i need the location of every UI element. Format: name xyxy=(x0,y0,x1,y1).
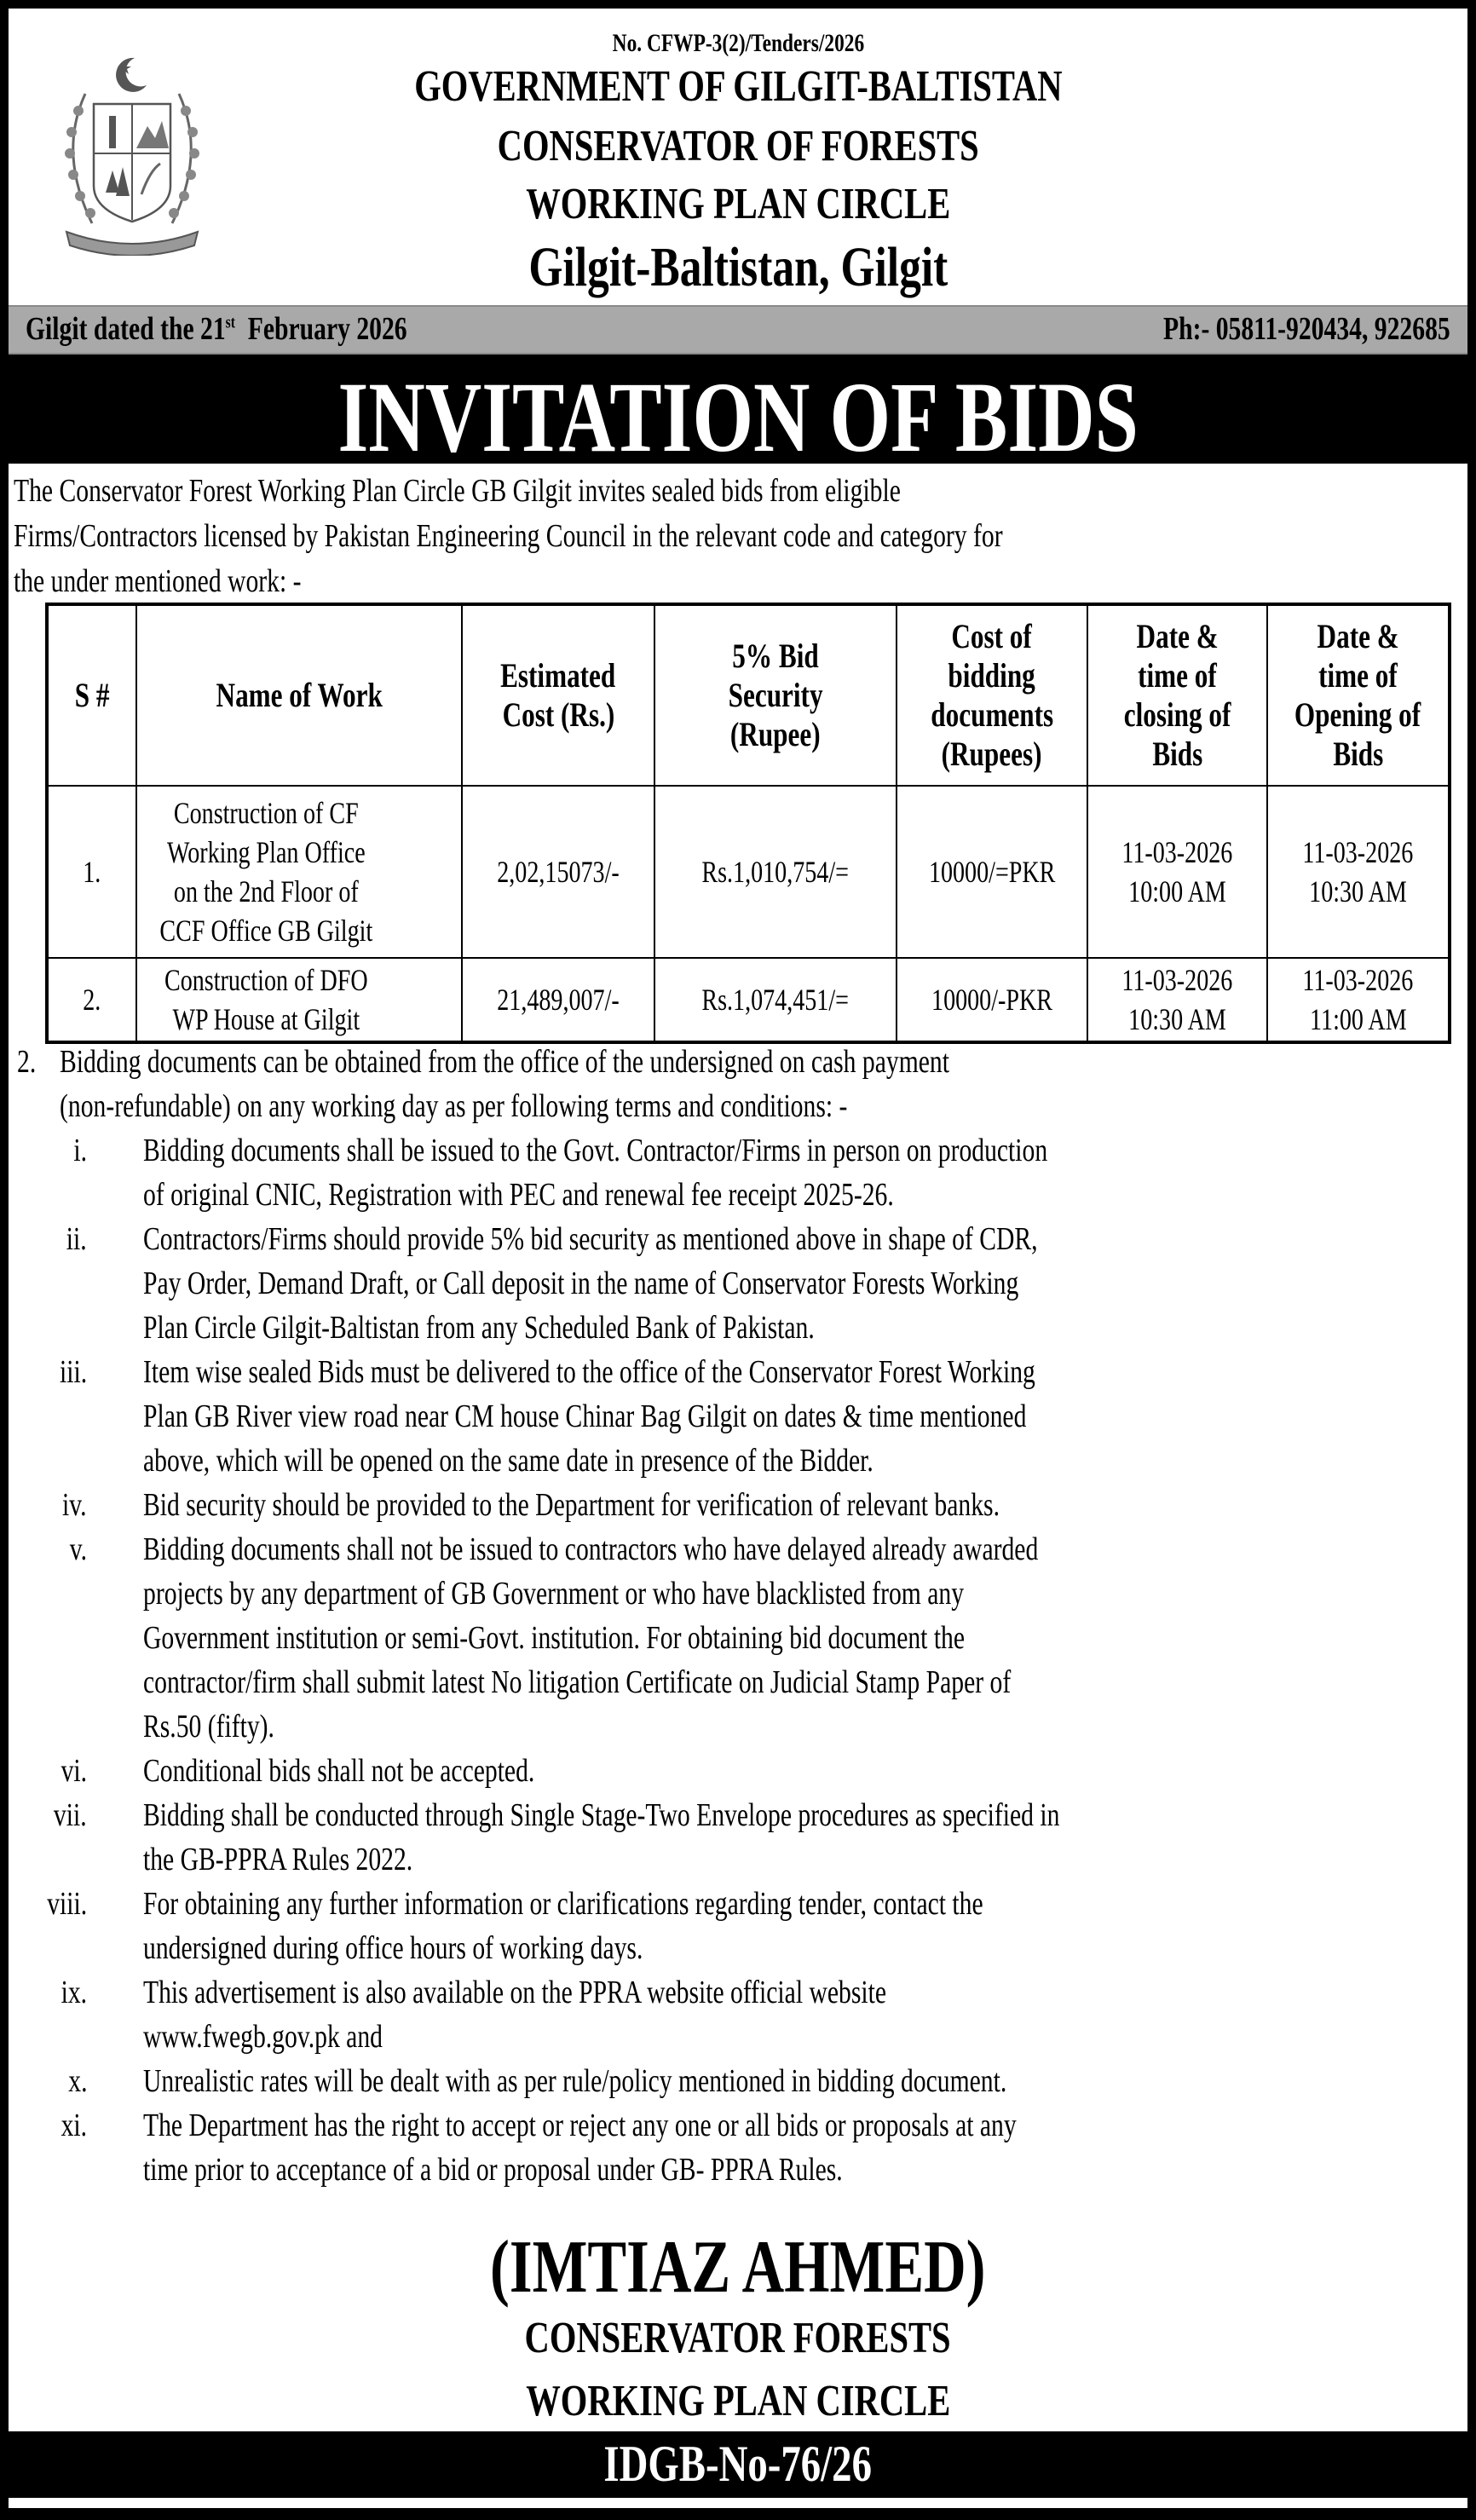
table-header-row xyxy=(47,604,1450,786)
condition-line: undersigned during office hours of working days. xyxy=(143,1930,643,1966)
condition-line: Item wise sealed Bids must be delivered to the office of the Conservator Forest Working xyxy=(143,1354,1035,1390)
cell-closing: 11-03-2026 10:00 AM xyxy=(1087,786,1267,958)
condition-marker: v. xyxy=(69,1531,87,1567)
condition-marker: ii. xyxy=(66,1221,87,1257)
date-bar xyxy=(9,305,1467,355)
cell-closing: 11-03-2026 10:30 AM xyxy=(1087,958,1267,1042)
condition-item xyxy=(9,2103,1467,2192)
condition-item xyxy=(9,1749,1467,1793)
idgb-banner xyxy=(9,2431,1467,2498)
signatory-title: CONSERVATOR FORESTS xyxy=(524,2314,952,2362)
condition-line: Pay Order, Demand Draft, or Call deposit in the name of Conservator Forests Working xyxy=(143,1266,1019,1301)
condition-marker: viii. xyxy=(47,1886,87,1922)
condition-item xyxy=(9,2059,1467,2103)
condition-line: Unrealistic rates will be dealt with as per rule/policy mentioned in bidding document. xyxy=(143,2063,1007,2099)
condition-line: Contractors/Firms should provide 5% bid security as mentioned above in shape of CDR, xyxy=(143,1221,1038,1257)
condition-line: Bidding documents shall be issued to the Govt. Contractor/Firms in person on production xyxy=(143,1133,1048,1168)
condition-line: Bidding documents shall not be issued to contractors who have delayed already awarded xyxy=(143,1531,1039,1567)
condition-marker: ix. xyxy=(61,1975,87,2010)
intro-line: The Conservator Forest Working Plan Circle GB Gilgit invites sealed bids from eligible xyxy=(14,473,901,509)
condition-item xyxy=(9,1527,1467,1749)
condition-line: For obtaining any further information or clarifications regarding tender, contact the xyxy=(143,1886,983,1922)
signatory-office: WORKING PLAN CIRCLE xyxy=(525,2377,951,2425)
cell-opening: 11-03-2026 10:30 AM xyxy=(1267,786,1450,958)
circle-heading: WORKING PLAN CIRCLE xyxy=(525,180,951,228)
condition-line: contractor/firm shall submit latest No litigation Certificate on Judicial Stamp Paper of xyxy=(143,1664,1012,1700)
table-row xyxy=(47,958,1450,1042)
cell-bid-security: Rs.1,010,754/= xyxy=(654,786,897,958)
advertisement-page xyxy=(9,9,1467,2508)
intro-line: Firms/Contractors licensed by Pakistan Engineering Council in the relevant code and category for xyxy=(14,518,1003,554)
intro-paragraph xyxy=(14,469,1450,604)
condition-item xyxy=(9,1970,1467,2059)
paragraph-2 xyxy=(9,1040,1467,1128)
cell-name-of-work: Construction of DFO WP House at Gilgit xyxy=(136,958,462,1042)
condition-item xyxy=(9,1793,1467,1882)
condition-item xyxy=(9,1882,1467,1970)
location-heading: Gilgit-Baltistan, Gilgit xyxy=(528,236,948,298)
condition-line: Plan Circle Gilgit-Baltistan from any Scheduled Bank of Pakistan. xyxy=(143,1310,815,1346)
header-opening: Date & time of Opening of Bids xyxy=(1267,604,1450,786)
cell-estimated-cost: 21,489,007/- xyxy=(462,958,654,1042)
table-row xyxy=(47,786,1450,958)
condition-marker: vii. xyxy=(54,1797,87,1833)
condition-line: The Department has the right to accept or reject any one or all bids or proposals at any xyxy=(143,2108,1017,2143)
condition-line: Government institution or semi-Govt. institution. For obtaining bid document the xyxy=(143,1620,966,1656)
issue-date: Gilgit dated the 21st February 2026 xyxy=(26,311,407,347)
cell-bid-security: Rs.1,074,451/= xyxy=(654,958,897,1042)
signatory-name: (IMTIAZ AHMED) xyxy=(490,2226,986,2309)
reference-number: No. CFWP-3(2)/Tenders/2026 xyxy=(612,29,864,57)
header-serial: S # xyxy=(47,604,136,786)
condition-line: projects by any department of GB Government or who have blacklisted from any xyxy=(143,1576,965,1612)
header-name-of-work: Name of Work xyxy=(136,604,462,786)
title-banner xyxy=(9,355,1467,473)
condition-marker: xi. xyxy=(61,2108,87,2143)
condition-marker: iii. xyxy=(59,1354,87,1390)
government-heading: GOVERNMENT OF GILGIT-BALTISTAN xyxy=(413,62,1063,111)
condition-line: Bidding shall be conducted through Single Stage-Two Envelope procedures as specified in xyxy=(143,1797,1060,1833)
idgb-number: IDGB-No-76/26 xyxy=(603,2436,873,2492)
condition-line: of original CNIC, Registration with PEC and renewal fee receipt 2025-26. xyxy=(143,1177,894,1213)
paragraph-line: (non-refundable) on any working day as per following terms and conditions: - xyxy=(60,1088,848,1124)
paragraph-number: 2. xyxy=(17,1044,37,1080)
letterhead xyxy=(9,9,1467,305)
cell-estimated-cost: 2,02,15073/- xyxy=(462,786,654,958)
header-bid-security: 5% Bid Security (Rupee) xyxy=(654,604,897,786)
condition-line: Bid security should be provided to the Department for verification of relevant banks. xyxy=(143,1487,1000,1523)
condition-line: the GB-PPRA Rules 2022. xyxy=(143,1842,413,1877)
bids-table xyxy=(45,603,1451,1044)
cell-name-of-work: Construction of CF Working Plan Office on the 2nd Floor of CCF Office GB Gilgit xyxy=(136,786,462,958)
cell-serial: 1. xyxy=(47,786,136,958)
condition-item xyxy=(9,1483,1467,1527)
condition-item xyxy=(9,1350,1467,1483)
condition-marker: x. xyxy=(67,2063,87,2099)
cell-opening: 11-03-2026 11:00 AM xyxy=(1267,958,1450,1042)
conditions-list xyxy=(9,1128,1467,2192)
terms-list xyxy=(9,1040,1467,2192)
cell-doc-cost: 10000/-PKR xyxy=(897,958,1087,1042)
phone-number: Ph:- 05811-920434, 922685 xyxy=(1163,311,1450,347)
condition-line: above, which will be opened on the same date in presence of the Bidder. xyxy=(143,1443,873,1479)
condition-line: www.fwegb.gov.pk and xyxy=(143,2019,383,2055)
header-doc-cost: Cost of bidding documents (Rupees) xyxy=(897,604,1087,786)
condition-line: This advertisement is also available on the PPRA website official website xyxy=(143,1975,887,2010)
header-closing: Date & time of closing of Bids xyxy=(1087,604,1267,786)
condition-line: Plan GB River view road near CM house Chinar Bag Gilgit on dates & time mentioned xyxy=(143,1398,1027,1434)
condition-line: Rs.50 (fifty). xyxy=(143,1709,274,1744)
condition-item xyxy=(9,1128,1467,1217)
cell-serial: 2. xyxy=(47,958,136,1042)
condition-line: time prior to acceptance of a bid or proposal under GB- PPRA Rules. xyxy=(143,2152,843,2188)
department-heading: CONSERVATOR OF FORESTS xyxy=(497,122,979,170)
condition-item xyxy=(9,1217,1467,1350)
condition-line: Conditional bids shall not be accepted. xyxy=(143,1753,535,1789)
condition-marker: i. xyxy=(73,1133,87,1168)
header-estimated-cost: Estimated Cost (Rs.) xyxy=(462,604,654,786)
page-title: INVITATION OF BIDS xyxy=(337,361,1139,473)
cell-doc-cost: 10000/=PKR xyxy=(897,786,1087,958)
condition-marker: iv. xyxy=(62,1487,87,1523)
intro-line: the under mentioned work: - xyxy=(14,563,302,599)
condition-marker: vi. xyxy=(61,1753,87,1789)
paragraph-line: Bidding documents can be obtained from the office of the undersigned on cash payment xyxy=(60,1044,949,1080)
